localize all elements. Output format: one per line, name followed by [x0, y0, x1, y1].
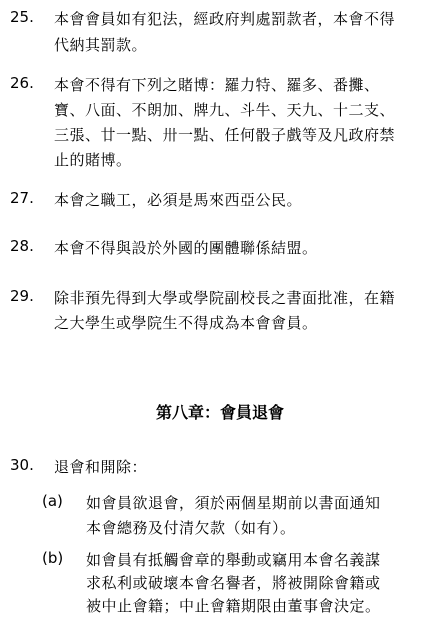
sub-item-label: (a) — [42, 492, 63, 510]
sub-item-text-line: 如會員有抵觸會章的舉動或竊用本會名義謀 — [86, 551, 381, 569]
article-text-line: 寶、八面、不朗加、牌九、斗牛、天九、十二支、 — [54, 101, 396, 119]
article-number: 26. — [10, 74, 34, 92]
article-text-line: 本會不得與設於外國的團體聯係結盟。 — [54, 239, 318, 257]
article-text-line: 本會不得有下列之賭博：羅力特、羅多、番攤、 — [54, 76, 380, 94]
article-text-line: 本會之職工，必須是馬來西亞公民。 — [54, 191, 303, 209]
sub-item-text-line: 本會總務及付清欠款（如有）。 — [86, 519, 296, 537]
article-number: 27. — [10, 189, 34, 207]
sub-item-text-line: 如會員欲退會，須於兩個星期前以書面通知 — [86, 494, 381, 512]
sub-item-label: (b) — [42, 549, 64, 567]
article-number: 29. — [10, 287, 34, 305]
sub-item-text-line: 求私利或破壞本會名譽者，將被開除會籍或 — [86, 574, 381, 592]
article-text-line: 止的賭博。 — [54, 151, 132, 169]
article-number: 30. — [10, 456, 34, 474]
chapter-title: 第八章：會員退會 — [155, 403, 284, 422]
article-text-line: 三張、廿一點、卅一點、任何骰子戲等及凡政府禁 — [54, 126, 396, 144]
sub-item-text-line: 被中止會籍；中止會籍期限由董事會決定。 — [86, 597, 381, 615]
article-text-line: 代納其罰款。 — [54, 36, 148, 54]
article-text-line: 除非預先得到大學或學院副校長之書面批准，在籍 — [54, 289, 396, 307]
article-number: 28. — [10, 237, 34, 255]
article-text-line: 之大學生或學院生不得成為本會會員。 — [54, 314, 318, 332]
article-heading: 退會和開除： — [54, 458, 148, 476]
article-text-line: 本會會員如有犯法，經政府判處罰款者，本會不得 — [54, 10, 396, 28]
article-number: 25. — [10, 8, 34, 26]
